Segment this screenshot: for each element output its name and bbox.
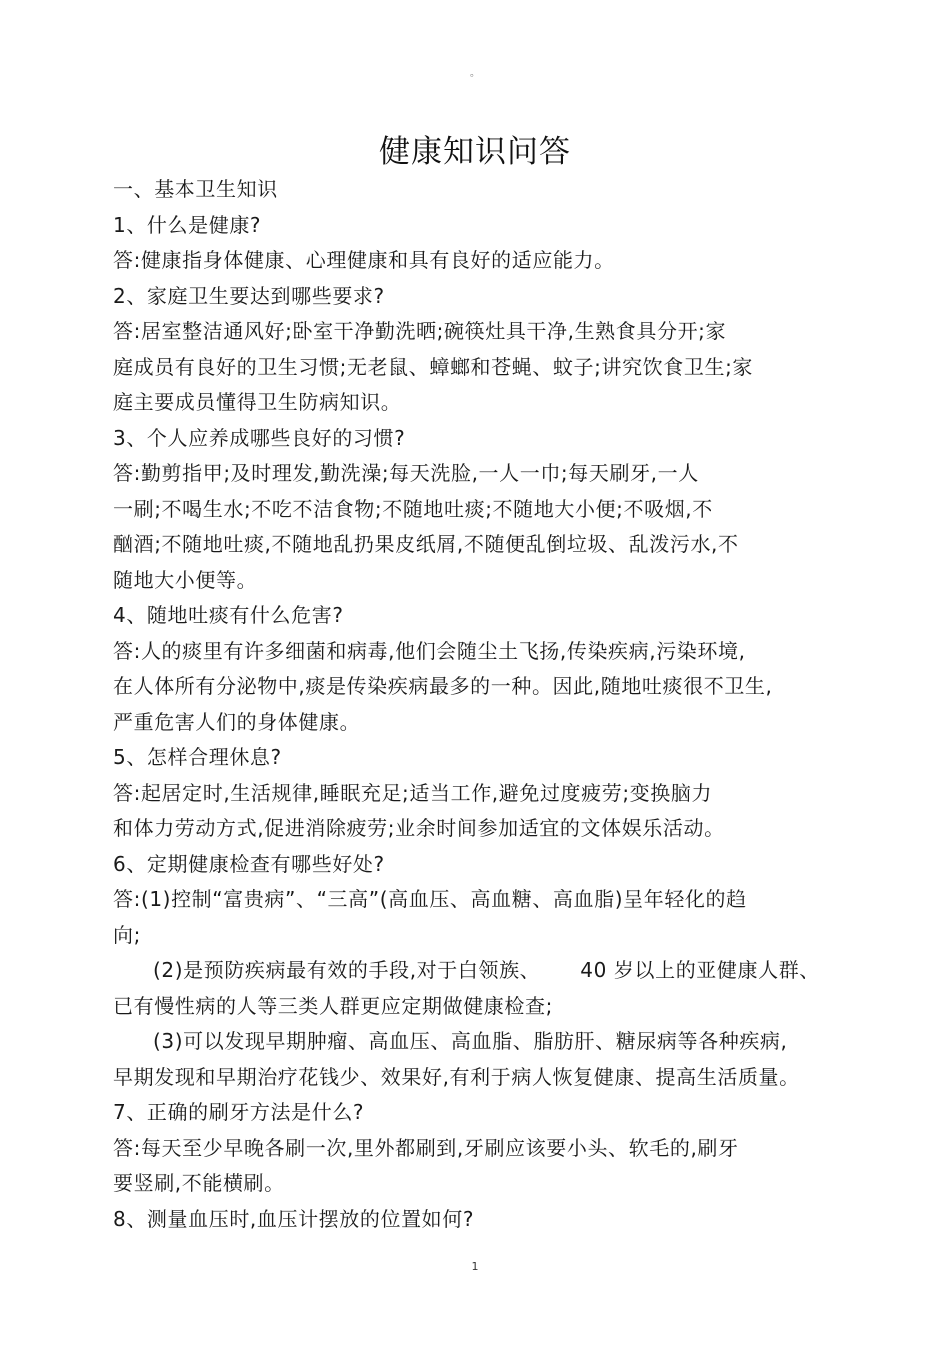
- answer-7-line-1: 答:每天至少早晚各刷一次,里外都刷到,牙刷应该要小头、软毛的,刷牙: [113, 1135, 739, 1160]
- question-2: 2、家庭卫生要达到哪些要求?: [113, 283, 385, 308]
- answer-3-line-2: 一刷;不喝生水;不吃不洁食物;不随地吐痰;不随地大小便;不吸烟,不: [113, 496, 713, 521]
- question-8: 8、测量血压时,血压计摆放的位置如何?: [113, 1206, 475, 1231]
- answer-3-line-1: 答:勤剪指甲;及时理发,勤洗澡;每天洗脸,一人一巾;每天刷牙,一人: [113, 461, 699, 485]
- question-4: 4、随地吐痰有什么危害?: [113, 603, 344, 627]
- question-7: 7、正确的刷牙方法是什么?: [113, 1100, 365, 1124]
- answer-6-point-2-cont: 已有慢性病的人等三类人群更应定期做健康检查;: [113, 993, 553, 1018]
- question-5: 5、怎样合理休息?: [113, 745, 282, 769]
- answer-4-line-2: 在人体所有分泌物中,痰是传染疾病最多的一种。因此,随地吐痰很不卫生,: [113, 674, 773, 698]
- answer-4-line-3: 严重危害人们的身体健康。: [113, 709, 361, 734]
- answer-5-line-1: 答:起居定时,生活规律,睡眠充足;适当工作,避免过度疲劳;变换脑力: [113, 780, 713, 805]
- question-6: 6、定期健康检查有哪些好处?: [113, 851, 385, 876]
- answer-3-line-4: 随地大小便等。: [113, 567, 258, 592]
- answer-2-line-2: 庭成员有良好的卫生习惯;无老鼠、蟑螂和苍蝇、蚊子;讲究饮食卫生;家: [113, 354, 754, 379]
- section-heading: 一、基本卫生知识: [113, 177, 278, 201]
- answer-2-line-3: 庭主要成员懂得卫生防病知识。: [113, 390, 402, 414]
- answer-2-line-1: 答:居室整洁通风好;卧室干净勤洗晒;碗筷灶具干净,生熟食具分开;家: [113, 319, 727, 343]
- answer-5-line-2: 和体力劳动方式,促进消除疲劳;业余时间参加适宜的文体娱乐活动。: [113, 816, 725, 840]
- answer-4-line-1: 答:人的痰里有许多细菌和病毒,他们会随尘土飞扬,传染疾病,污染环境,: [113, 638, 746, 663]
- answer-1-line-1: 答:健康指身体健康、心理健康和具有良好的适应能力。: [113, 248, 615, 272]
- page-number: 1: [471, 1260, 479, 1273]
- answer-7-line-2: 要竖刷,不能横刷。: [113, 1171, 285, 1195]
- answer-6-point-3-cont: 早期发现和早期治疗花钱少、效果好,有利于病人恢复健康、提高生活质量。: [113, 1064, 800, 1089]
- answer-3-line-3: 酗酒;不随地吐痰,不随地乱扔果皮纸屑,不随便乱倒垃圾、乱泼污水,不: [113, 532, 739, 556]
- page-title: 健康知识问答: [379, 134, 571, 170]
- answer-6-point-2-post: 40 岁以上的亚健康人群、: [580, 958, 820, 982]
- top-mark: 。: [470, 68, 480, 79]
- document-body: [113, 172, 843, 1237]
- answer-6-line-1: 答:(1)控制“富贵病”、“三高”(高血压、高血糖、高血脂)呈年轻化的趋: [113, 887, 747, 911]
- answer-6-line-2: 向;: [113, 922, 141, 947]
- answer-6-point-3: (3)可以发现早期肿瘤、高血压、高血脂、脂肪肝、糖尿病等各种疾病,: [153, 1029, 788, 1053]
- answer-6-point-2: [113, 953, 843, 989]
- answer-6-point-2-pre: (2)是预防疾病最有效的手段,对于白领族、: [153, 958, 541, 982]
- question-3: 3、个人应养成哪些良好的习惯?: [113, 425, 406, 450]
- question-1: 1、什么是健康?: [113, 212, 262, 237]
